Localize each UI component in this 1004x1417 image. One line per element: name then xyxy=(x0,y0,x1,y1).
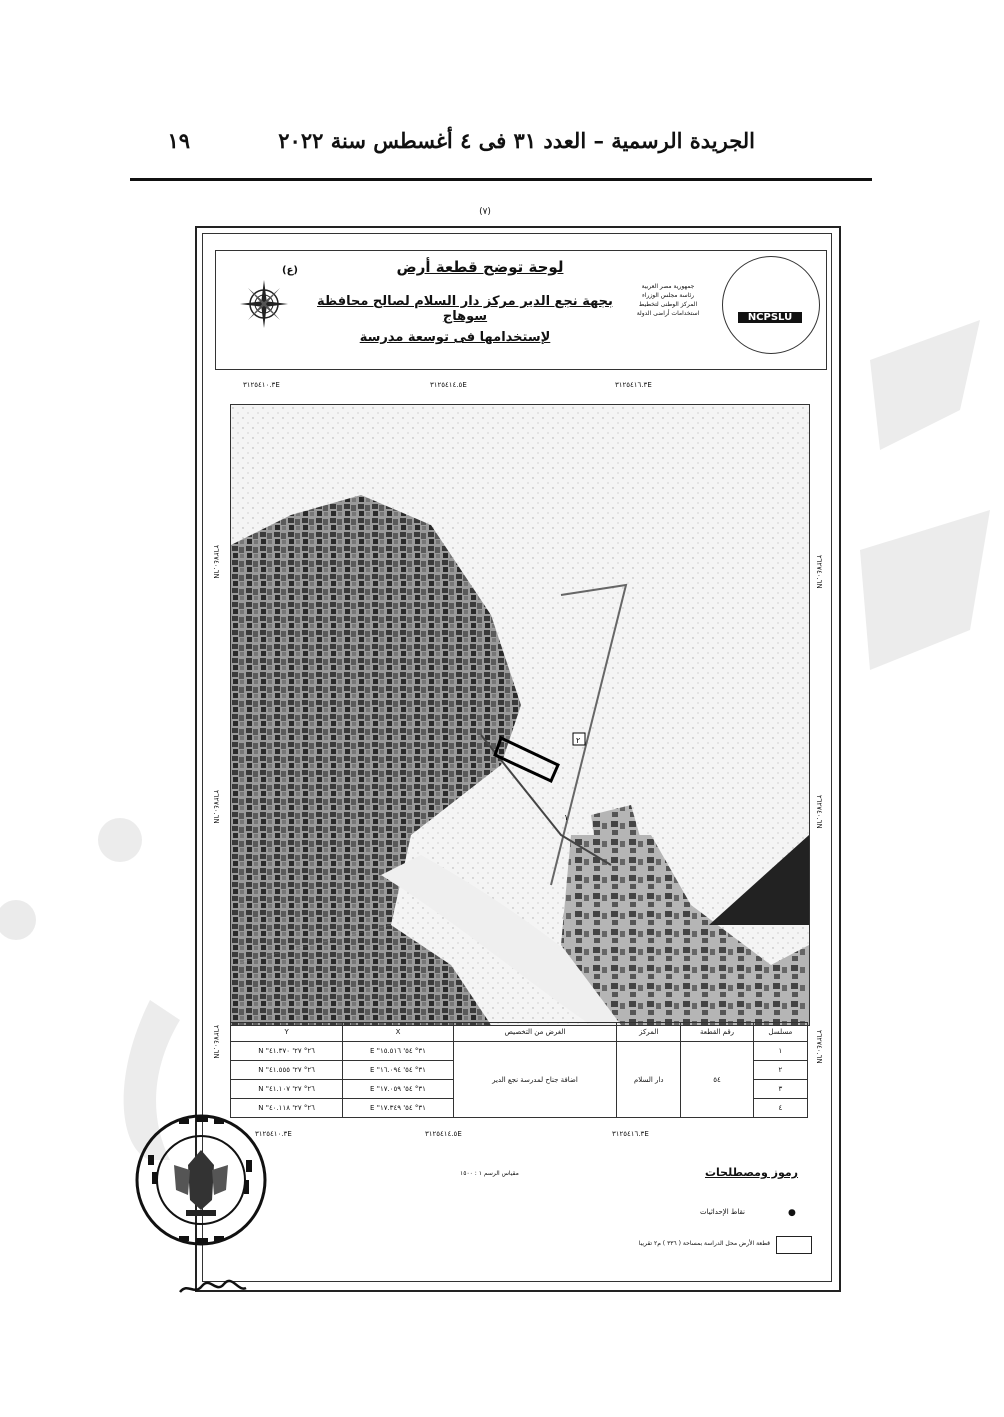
cell-y: ٢٦° ٢٧' ٤٠.١١٨" N xyxy=(231,1099,343,1118)
logo-icon xyxy=(722,256,820,354)
coordinates-table xyxy=(230,1022,808,1118)
col-header-x: X xyxy=(343,1023,454,1042)
cell-y: ٢٦° ٢٧' ٤١.٣٧٠" N xyxy=(231,1042,343,1061)
map-point-label: ١ xyxy=(564,813,569,822)
header-rule xyxy=(130,178,872,181)
org-line: جمهورية مصر العربية xyxy=(641,283,695,290)
coord-right: ٢٦٢٧٤٠.٦N xyxy=(815,1030,823,1065)
official-seal-icon xyxy=(134,1110,268,1250)
coord-left: ٢٦٢٧٤٠.٦N xyxy=(212,790,220,825)
map-purpose: لإستخدامها فى توسعة مدرسة xyxy=(359,330,551,345)
col-header-parcel: رقم القطعة xyxy=(681,1023,753,1042)
map-point-label: ٢ xyxy=(576,736,581,745)
org-line: استخدامات أراضى الدولة xyxy=(636,310,700,317)
coord-bottom: ٣١٢٥٤١٦.٣E xyxy=(612,1130,650,1138)
cell-x: ٣١° ٥٤' ١٧.٠٥٩" E xyxy=(343,1080,454,1099)
compass-label: (ع) xyxy=(282,265,298,276)
table-header-row xyxy=(231,1023,808,1042)
legend-item-parcel: قطعة الأرض محل الدراسة بمساحة ( ٣٣٦ ) م٢ تقريبا xyxy=(638,1240,770,1247)
map-scale: مقياس الرسم ١ : ١٥٠٠ xyxy=(460,1170,519,1177)
coord-left: ٢٦٢٧٤٠.٦N xyxy=(212,545,220,580)
map-subtitle: بجهة نجع الدير مركز دار السلام لصالح محافظة سوهاج xyxy=(317,294,613,324)
coord-right: ٢٦٢٧٤٠.٦N xyxy=(815,795,823,830)
map-title: لوحة توضح قطعة أرض xyxy=(396,258,564,276)
page-number: ١٩ xyxy=(167,128,190,153)
legend-item-points: نقاط الإحداثيات xyxy=(700,1208,745,1216)
signature xyxy=(178,1278,248,1302)
col-header-y: Y xyxy=(231,1023,343,1042)
parcel-symbol-icon xyxy=(776,1236,812,1254)
organization-name xyxy=(628,282,708,318)
gazette-title: الجريدة الرسمية – العدد ٣١ فى ٤ أغسطس سنة ٢٠٢٢ xyxy=(278,128,755,153)
cell-serial: ٢ xyxy=(753,1061,807,1080)
cell-x: ٣١° ٥٤' ١٥.٥١٦" E xyxy=(343,1042,454,1061)
logo-text: NCPSLU xyxy=(738,312,802,323)
org-line: رئاسة مجلس الوزراء xyxy=(641,292,695,299)
map-imagery xyxy=(231,405,809,1025)
coord-bottom: ٣١٢٥٤١٠.٣E xyxy=(255,1130,293,1138)
coordinate-point-icon: ● xyxy=(788,1208,796,1218)
org-line: المركز الوطنى لتخطيط xyxy=(638,301,698,308)
coord-left: ٢٦٢٧٤٠.٦N xyxy=(212,1025,220,1060)
cell-serial: ٤ xyxy=(753,1099,807,1118)
cell-y: ٢٦° ٢٧' ٤١.١٠٧" N xyxy=(231,1080,343,1099)
signature-mark xyxy=(178,1278,248,1298)
sheet-number: (٧) xyxy=(479,207,491,217)
cell-purpose: اضافة جناح لمدرسة نجع الدير xyxy=(453,1042,616,1118)
coord-bottom: ٣١٢٥٤١٤.٥E xyxy=(425,1130,463,1138)
table-row xyxy=(231,1042,808,1061)
col-header-markaz: المركز xyxy=(617,1023,681,1042)
col-header-purpose: الغرض من التخصيص xyxy=(453,1023,616,1042)
coord-top: ٣١٢٥٤١٠.٣E xyxy=(243,381,281,389)
cell-serial: ٣ xyxy=(753,1080,807,1099)
coord-top: ٣١٢٥٤١٤.٥E xyxy=(430,381,468,389)
cell-x: ٣١° ٥٤' ١٦.٠٩٤" E xyxy=(343,1061,454,1080)
cell-markaz: دار السلام xyxy=(617,1042,681,1118)
cell-serial: ١ xyxy=(753,1042,807,1061)
satellite-map xyxy=(230,404,810,1026)
legend-title: رموز ومصطلحات xyxy=(705,1166,799,1179)
col-header-serial: مسلسل xyxy=(753,1023,807,1042)
cell-x: ٣١° ٥٤' ١٧.٣٤٩" E xyxy=(343,1099,454,1118)
coord-top: ٣١٢٥٤١٦.٣E xyxy=(615,381,653,389)
compass-rose-icon xyxy=(236,276,292,332)
coord-right: ٢٦٢٧٤٠.٦N xyxy=(815,555,823,590)
cell-y: ٢٦° ٢٧' ٤١.٥٥٥" N xyxy=(231,1061,343,1080)
cell-parcel: ٥٤ xyxy=(681,1042,753,1118)
